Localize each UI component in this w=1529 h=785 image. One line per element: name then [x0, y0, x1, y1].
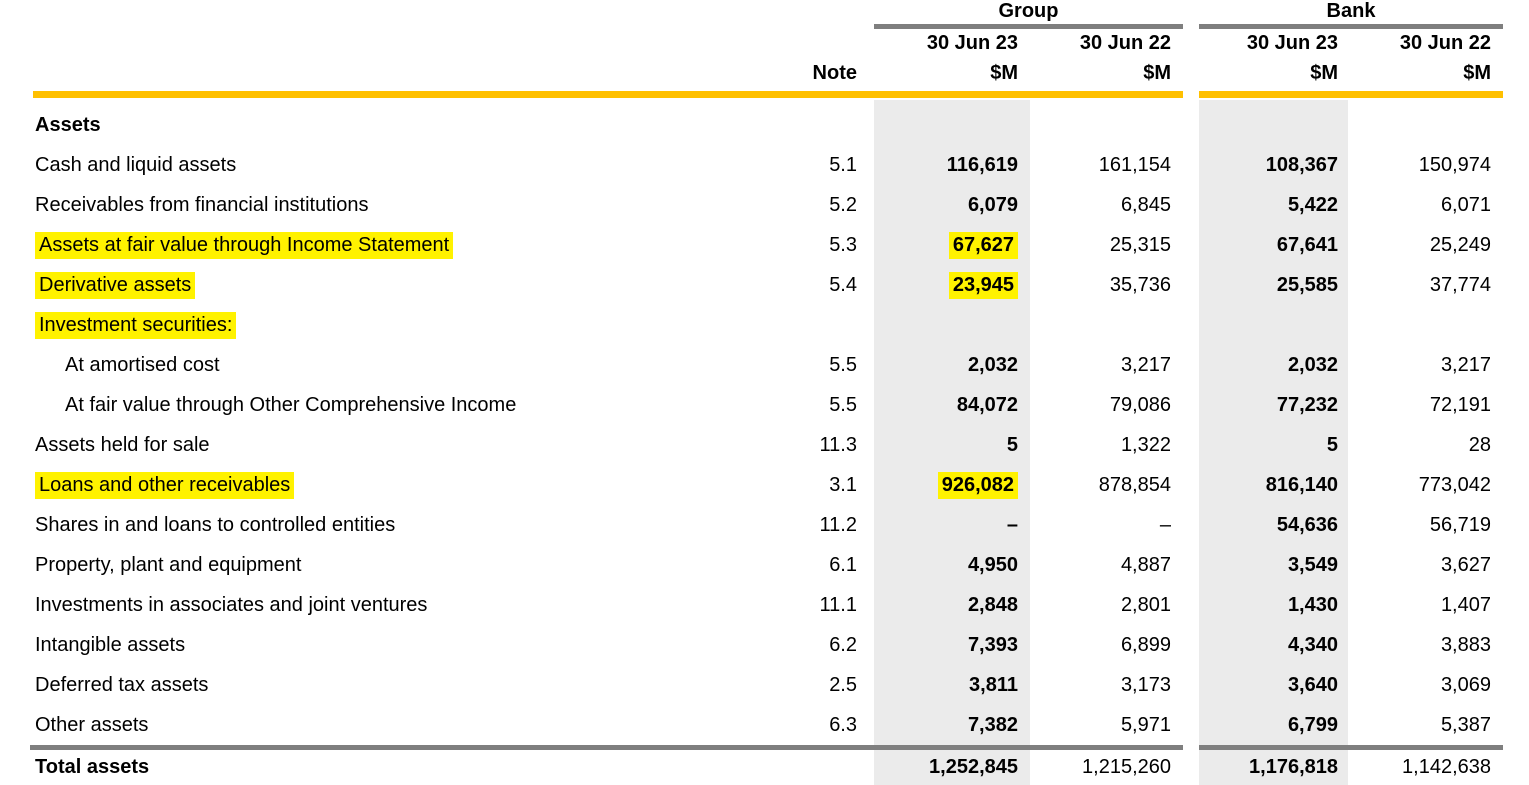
row-label-cell: [0, 756, 790, 779]
bank-jun23-value: 77,232: [1276, 393, 1338, 416]
group-jun22-value: 1,215,260: [1082, 756, 1171, 778]
bank-jun23-value: 5,422: [1287, 193, 1338, 216]
group-jun22-value: 6,845: [1120, 193, 1171, 216]
table-row: [0, 185, 1529, 225]
table-row: [0, 425, 1529, 465]
group-jun22-value: 161,154: [1098, 153, 1171, 176]
row-label: Loans and other receivables: [35, 472, 294, 499]
bank-jun22-value: 28: [1468, 433, 1491, 456]
table-row: [0, 265, 1529, 305]
group-jun22-value: 6,899: [1120, 633, 1171, 656]
row-note-reference: 11.3: [819, 433, 857, 456]
row-label-cell: [0, 474, 790, 497]
bank-jun22-value: 150,974: [1418, 153, 1491, 176]
group-jun23-value: 6,079: [967, 193, 1018, 216]
table-row: [0, 585, 1529, 625]
row-label-cell: [0, 154, 790, 177]
bank-jun23-value: 67,641: [1276, 233, 1338, 256]
bank-jun23-value: 3,640: [1287, 673, 1338, 696]
bank-jun22-value: 773,042: [1418, 473, 1491, 496]
group-jun22-value: 5,971: [1120, 713, 1171, 736]
table-row: [0, 625, 1529, 665]
group-jun22-value: 35,736: [1109, 273, 1171, 296]
header-rule-left-segment: [33, 91, 1183, 98]
table-row: [0, 345, 1529, 385]
group-jun23-value: 2,032: [967, 353, 1018, 376]
row-note-reference: 5.3: [829, 233, 857, 256]
row-note-reference: 3.1: [829, 473, 857, 496]
row-label-cell: [0, 674, 790, 697]
group-jun22-value: 25,315: [1109, 233, 1171, 256]
group-jun22-column-header: 30 Jun 22: [1079, 32, 1171, 54]
bank-jun23-value: 1,430: [1287, 593, 1338, 616]
row-label-cell: [0, 594, 790, 617]
row-note-reference: 6.1: [829, 553, 857, 576]
row-label-cell: [0, 114, 790, 137]
group-jun23-value: 3,811: [969, 673, 1018, 696]
row-note-reference: 5.2: [829, 193, 857, 216]
group-jun23-value: 926,082: [874, 474, 1030, 497]
bank-jun22-value: 56,719: [1429, 513, 1491, 536]
row-note-reference: 5.1: [829, 153, 857, 176]
row-label: Deferred tax assets: [35, 673, 209, 696]
row-label-cell: [0, 314, 790, 337]
group-jun22-value: 2,801: [1120, 593, 1171, 616]
table-row: [0, 705, 1529, 745]
group-jun22-value: 79,086: [1109, 393, 1171, 416]
group-jun23-unit-header: $M: [990, 62, 1018, 84]
row-label-cell: [0, 634, 790, 657]
bank-jun22-value: 25,249: [1429, 233, 1491, 256]
row-label: Shares in and loans to controlled entities: [35, 513, 396, 536]
group-jun23-column-header: 30 Jun 23: [926, 32, 1018, 54]
group-jun23-value: 116,619: [946, 153, 1018, 176]
row-label: Derivative assets: [35, 272, 195, 299]
statement-table-body: [0, 105, 1529, 785]
group-jun23-value: –: [1006, 513, 1018, 536]
row-label: Assets held for sale: [35, 433, 210, 456]
group-jun22-value: 3,217: [1120, 353, 1171, 376]
bank-jun23-value: 5: [1326, 433, 1338, 456]
bank-jun23-value: 25,585: [1276, 273, 1338, 296]
row-note-reference: 6.3: [829, 713, 857, 736]
bank-jun23-value: 6,799: [1287, 713, 1338, 736]
table-row: [0, 750, 1529, 785]
group-jun22-value: 4,887: [1120, 553, 1171, 576]
bank-jun23-unit-header: $M: [1310, 62, 1338, 84]
group-jun23-value: 2,848: [967, 593, 1018, 616]
row-label-cell: [0, 274, 790, 297]
row-label-cell: [0, 714, 790, 737]
table-row: [0, 225, 1529, 265]
row-label: Total assets: [35, 756, 150, 778]
row-note-reference: 5.4: [829, 273, 857, 296]
row-note-reference: 11.2: [819, 513, 857, 536]
bank-jun23-value: 3,549: [1287, 553, 1338, 576]
table-row: [0, 145, 1529, 185]
bank-jun22-value: 3,069: [1440, 673, 1491, 696]
row-label-cell: [0, 354, 790, 377]
group-jun23-value: 5: [1006, 433, 1018, 456]
bank-jun22-value: 3,217: [1440, 353, 1491, 376]
row-label: Other assets: [35, 713, 149, 736]
group-jun22-value: 3,173: [1120, 673, 1171, 696]
group-jun23-value: 67,627: [874, 234, 1030, 257]
table-row: [0, 105, 1529, 145]
bank-jun23-column-header: 30 Jun 23: [1246, 32, 1338, 54]
row-label-cell: [0, 394, 790, 417]
row-label-cell: [0, 514, 790, 537]
table-row: [0, 665, 1529, 705]
column-group-header-bank: Bank: [1326, 0, 1376, 22]
bank-jun23-value: 108,367: [1265, 153, 1338, 176]
group-jun22-unit-header: $M: [1143, 62, 1171, 84]
bank-jun23-value: 4,340: [1287, 633, 1338, 656]
row-label: Intangible assets: [35, 633, 186, 656]
row-label: At amortised cost: [65, 353, 220, 376]
row-label: Property, plant and equipment: [35, 553, 302, 576]
group-jun22-value: 878,854: [1098, 473, 1171, 496]
row-label: Cash and liquid assets: [35, 153, 237, 176]
bank-jun22-unit-header: $M: [1463, 62, 1491, 84]
bank-jun22-value: 37,774: [1429, 273, 1491, 296]
row-note-reference: 5.5: [829, 393, 857, 416]
bank-header-underline: [1199, 24, 1503, 29]
bank-jun23-value: 816,140: [1265, 473, 1338, 496]
group-jun22-value: 1,322: [1120, 433, 1171, 456]
group-jun23-value: 7,382: [967, 713, 1018, 736]
row-label-cell: [0, 194, 790, 217]
row-label: Assets at fair value through Income Statement: [35, 232, 453, 259]
row-label-cell: [0, 234, 790, 257]
row-label: At fair value through Other Comprehensive Income: [65, 393, 517, 416]
row-label-cell: [0, 434, 790, 457]
group-jun23-value: 23,945: [874, 274, 1030, 297]
bank-jun23-value: 1,176,818: [1249, 756, 1338, 778]
table-row: [0, 505, 1529, 545]
bank-jun22-value: 1,407: [1440, 593, 1491, 616]
row-note-reference: 11.1: [819, 593, 857, 616]
group-jun23-value: 1,252,845: [929, 756, 1018, 778]
header-rule-right-segment: [1199, 91, 1503, 98]
row-label: Receivables from financial institutions: [35, 193, 369, 216]
table-row: [0, 545, 1529, 585]
bank-jun23-value: 54,636: [1276, 513, 1338, 536]
bank-jun23-value: 2,032: [1287, 353, 1338, 376]
bank-jun22-value: 6,071: [1440, 193, 1491, 216]
bank-jun22-value: 5,387: [1440, 713, 1491, 736]
row-label: Investments in associates and joint ventures: [35, 593, 428, 616]
column-group-header-group: Group: [998, 0, 1059, 22]
group-header-underline: [874, 24, 1183, 29]
group-jun23-value: 7,393: [967, 633, 1018, 656]
bank-jun22-column-header: 30 Jun 22: [1399, 32, 1491, 54]
table-row: [0, 385, 1529, 425]
bank-jun22-value: 3,883: [1440, 633, 1491, 656]
row-note-reference: 6.2: [829, 633, 857, 656]
note-column-header: Note: [812, 62, 857, 84]
row-label-cell: [0, 554, 790, 577]
row-label: Investment securities:: [35, 312, 236, 339]
row-note-reference: 5.5: [829, 353, 857, 376]
group-jun23-value: 4,950: [967, 553, 1018, 576]
bank-jun22-value: 1,142,638: [1402, 756, 1491, 778]
bank-jun22-value: 72,191: [1429, 393, 1491, 416]
table-row: [0, 305, 1529, 345]
total-row-top-border: [0, 745, 1529, 750]
group-jun23-value: 84,072: [956, 393, 1018, 416]
bank-jun22-value: 3,627: [1440, 553, 1491, 576]
group-jun22-value: –: [1159, 513, 1171, 536]
row-label: Assets: [35, 113, 101, 136]
table-row: [0, 465, 1529, 505]
row-note-reference: 2.5: [829, 673, 857, 696]
